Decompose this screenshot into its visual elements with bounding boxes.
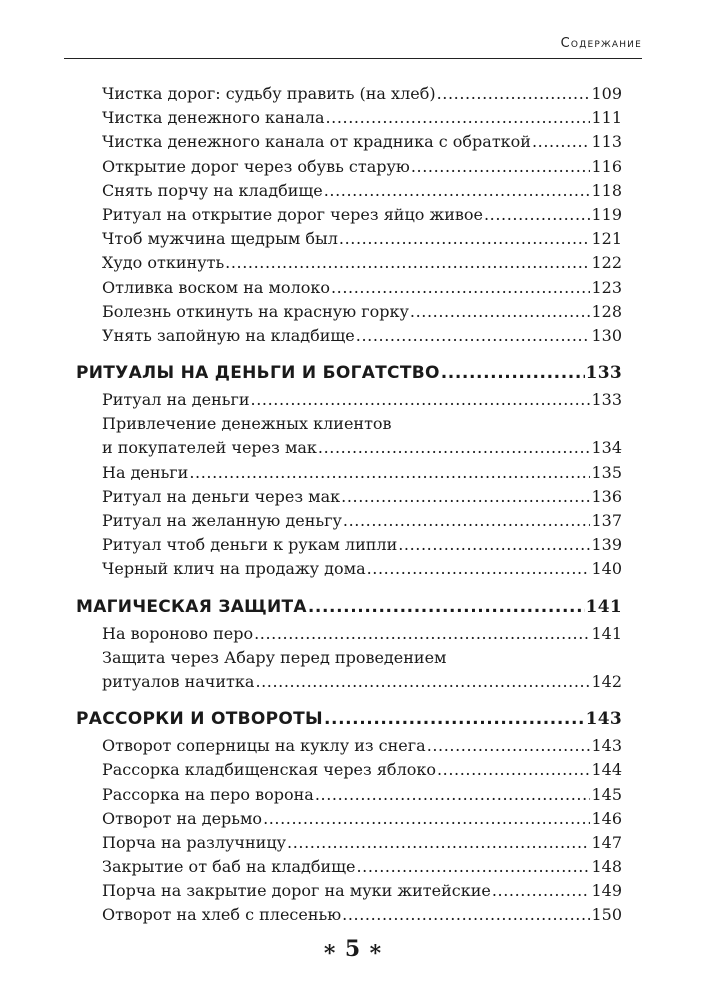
entry-page: 140	[591, 559, 622, 579]
entry-page: 123	[591, 277, 622, 297]
toc-entry[interactable]	[76, 807, 622, 831]
toc-entry[interactable]	[76, 783, 622, 807]
toc-entry[interactable]	[76, 203, 622, 227]
toc-entry[interactable]	[76, 82, 622, 106]
entry-title: Закрытие от баб на кладбище	[102, 857, 356, 877]
toc-entry[interactable]	[76, 155, 622, 179]
entry-page: 141	[591, 623, 622, 643]
entry-page: 116	[591, 156, 622, 176]
entry-title: и покупателей через мак	[102, 438, 317, 458]
entry-title: Рассорка на перо ворона	[102, 784, 314, 804]
toc-entry[interactable]	[76, 324, 622, 348]
entry-title: Отворот на хлеб с плесенью	[102, 905, 342, 925]
entry-title: Чистка дорог: судьбу править (на хлеб)	[102, 84, 436, 103]
toc-entry[interactable]	[76, 485, 622, 509]
dot-leader	[339, 227, 591, 251]
entry-title: Черный клич на продажу дома	[102, 559, 366, 579]
entry-page: 118	[591, 180, 622, 200]
section-heading-title: РИТУАЛЫ НА ДЕНЬГИ И БОГАТСТВО	[76, 363, 440, 384]
entry-title: Открытие дорог через обувь старую	[102, 156, 410, 176]
toc-entry[interactable]	[76, 734, 622, 758]
entry-page: 137	[591, 511, 622, 530]
entry-title-line: Защита через Абару перед проведением	[102, 647, 447, 667]
entry-page: 122	[591, 253, 622, 273]
toc-section	[76, 704, 622, 928]
entry-page: 109	[591, 84, 622, 103]
section-heading-page: 133	[585, 363, 622, 384]
entry-page: 133	[591, 390, 622, 410]
entry-title: Ритуал чтоб деньги к рукам липли	[102, 535, 398, 555]
entry-title: Ритуал на деньги через мак	[102, 486, 341, 506]
entry-page: 135	[591, 462, 622, 482]
toc-section	[76, 358, 622, 582]
entry-page: 111	[591, 108, 622, 128]
entry-title: Чтоб мужчина щедрым был	[102, 229, 338, 249]
entry-title: На деньги	[102, 462, 189, 482]
section-heading[interactable]	[76, 358, 622, 388]
dot-leader	[225, 251, 590, 275]
table-of-contents	[76, 82, 622, 928]
dot-leader	[324, 179, 591, 203]
entry-page: 121	[591, 229, 622, 249]
entry-title: Рассорка кладбищенская через яблоко	[102, 760, 436, 780]
toc-entry[interactable]	[76, 300, 622, 324]
toc-entry[interactable]	[76, 758, 622, 782]
entry-title: Чистка денежного канала от крадника с обраткой	[102, 132, 531, 152]
dot-leader	[398, 533, 590, 557]
entry-title: Унять запойную на кладбище	[102, 325, 355, 345]
entry-page: 149	[591, 881, 622, 901]
toc-entry[interactable]	[76, 130, 622, 154]
dot-leader	[308, 592, 585, 622]
dot-leader	[492, 879, 591, 903]
entry-title: Ритуал на желанную деньгу	[102, 511, 342, 530]
toc-entry[interactable]	[76, 533, 622, 557]
toc-entry[interactable]	[76, 903, 622, 927]
dot-leader	[532, 130, 590, 154]
entry-title: Отливка воском на молоко	[102, 277, 330, 297]
toc-entry[interactable]	[76, 412, 622, 460]
toc-entry[interactable]	[76, 227, 622, 251]
toc-entry[interactable]	[76, 855, 622, 879]
dot-leader	[325, 106, 590, 130]
dot-leader	[324, 704, 585, 734]
toc-entry[interactable]	[76, 251, 622, 275]
entry-title: ритуалов начитка	[102, 671, 255, 691]
entry-page: 143	[591, 736, 622, 756]
entry-title: Болезнь откинуть на красную горку	[102, 301, 409, 321]
toc-entry[interactable]	[76, 557, 622, 581]
dot-leader	[411, 155, 591, 179]
toc-entry[interactable]	[76, 509, 622, 533]
entry-title: Худо откинуть	[102, 253, 225, 273]
entry-page: 147	[591, 832, 622, 852]
entry-page: 150	[591, 905, 622, 925]
entry-page: 145	[591, 784, 622, 804]
dot-leader	[410, 300, 591, 324]
section-heading-page: 143	[585, 709, 622, 730]
entry-page: 146	[591, 808, 622, 828]
entry-title: Порча на разлучницу	[102, 832, 287, 852]
toc-entry[interactable]	[76, 276, 622, 300]
dot-leader	[357, 855, 591, 879]
running-head	[64, 34, 642, 59]
page-number: ∗ 5 ∗	[321, 936, 384, 962]
entry-page: 113	[591, 132, 622, 152]
toc-section	[76, 592, 622, 695]
entry-title-line: Привлечение денежных клиентов	[102, 414, 392, 434]
section-heading-title: МАГИЧЕСКАЯ ЗАЩИТА	[76, 596, 307, 617]
toc-entry[interactable]	[76, 179, 622, 203]
toc-entry[interactable]	[76, 646, 622, 694]
dot-leader	[367, 557, 591, 581]
dot-leader	[437, 82, 591, 106]
entry-page: 119	[591, 204, 622, 224]
dot-leader	[343, 509, 591, 533]
entry-title: Снять порчу на кладбище	[102, 180, 323, 200]
toc-section	[76, 82, 622, 348]
dot-leader	[484, 203, 590, 227]
dot-leader	[341, 485, 590, 509]
entry-page: 139	[591, 535, 622, 555]
toc-entry[interactable]	[76, 388, 622, 412]
section-heading-title: РАССОРКИ И ОТВОРОТЫ	[76, 709, 323, 730]
dot-leader	[331, 276, 590, 300]
dot-leader	[189, 461, 590, 485]
dot-leader	[251, 388, 591, 412]
dot-leader	[437, 758, 590, 782]
section-heading[interactable]	[76, 592, 622, 622]
dot-leader	[263, 807, 590, 831]
toc-entry[interactable]	[76, 461, 622, 485]
entry-page: 144	[591, 760, 622, 780]
dot-leader	[287, 831, 590, 855]
entry-title: Чистка денежного канала	[102, 108, 325, 128]
dot-leader	[315, 783, 591, 807]
entry-title: Ритуал на деньги	[102, 390, 250, 410]
entry-title: Отворот на дерьмо	[102, 808, 263, 828]
entry-page: 134	[591, 438, 622, 458]
dot-leader	[318, 436, 591, 460]
entry-title: Порча на закрытие дорог на муки житейские	[102, 881, 491, 901]
dot-leader	[255, 670, 590, 694]
section-heading-page: 141	[585, 596, 622, 617]
entry-page: 148	[591, 857, 622, 877]
entry-page: 130	[591, 325, 622, 345]
toc-entry[interactable]	[76, 879, 622, 903]
entry-title: Отворот соперницы на куклу из снега	[102, 736, 426, 756]
entry-page: 142	[591, 671, 622, 691]
toc-entry[interactable]	[76, 106, 622, 130]
toc-entry[interactable]	[76, 831, 622, 855]
running-head-title: Содержание	[560, 36, 642, 51]
entry-page: 136	[591, 486, 622, 506]
dot-leader	[342, 903, 590, 927]
entry-title: Ритуал на открытие дорог через яйцо живое	[102, 204, 483, 224]
section-heading[interactable]	[76, 704, 622, 734]
entry-title: На вороново перо	[102, 623, 254, 643]
toc-entry[interactable]	[76, 622, 622, 646]
entry-page: 128	[591, 301, 622, 321]
dot-leader	[427, 734, 591, 758]
dot-leader	[254, 622, 590, 646]
dot-leader	[356, 324, 591, 348]
dot-leader	[441, 358, 585, 388]
